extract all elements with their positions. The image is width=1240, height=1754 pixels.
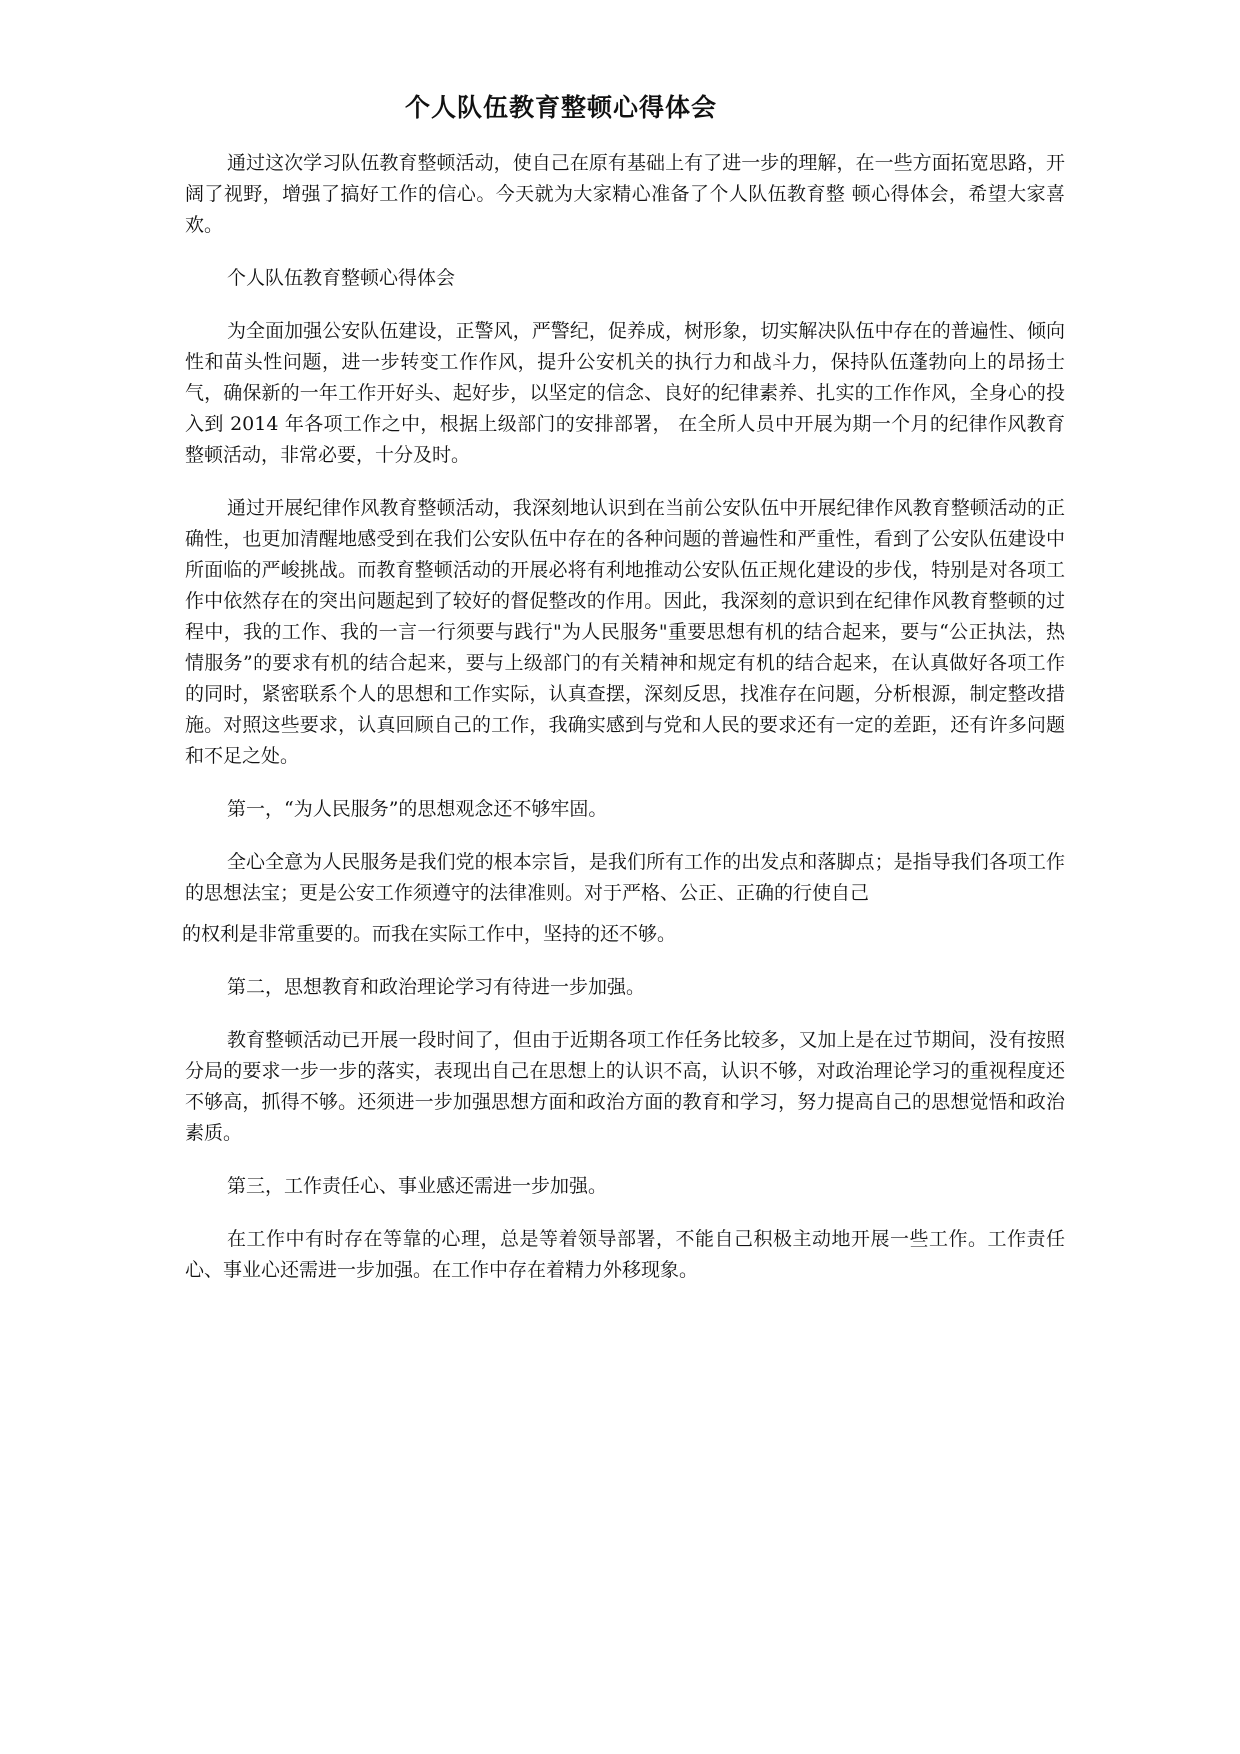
body-paragraph-4: 教育整顿活动已开展一段时间了，但由于近期各项工作任务比较多，又加上是在过节期间，没有按照分局的要求一步一步的落实，表现出自己在思想上的认识不高，认识不够，对政治理论学习的重视程度还不够高，抓得不够。还须进一步加强思想方面和政治方面的教育和学习，努力提高自己的思想觉悟和政治素质。: [185, 1029, 1065, 1144]
body-paragraph-3: 全心全意为人民服务是我们党的根本宗旨，是我们所有工作的出发点和落脚点；是指导我们各项工作的思想法宝；更是公安工作须遵守的法律准则。对于严格、公正、正确的行使自己: [185, 851, 1065, 904]
document-title: 个人队伍教育整顿心得体会: [405, 93, 718, 122]
section-heading-1: 第一，“为人民服务”的思想观念还不够牢固。: [227, 798, 608, 820]
body-paragraph-5: 在工作中有时存在等靠的心理，总是等着领导部署，不能自己积极主动地开展一些工作。工作责任心、事业心还需进一步加强。在工作中存在着精力外移现象。: [185, 1228, 1065, 1281]
intro-paragraph: 通过这次学习队伍教育整顿活动，使自己在原有基础上有了进一步的理解，在一些方面拓宽思路，开阔了视野，增强了搞好工作的信心。今天就为大家精心准备了个人队伍教育整 顿心得体会，希望大家喜欢。: [185, 152, 1065, 236]
body-paragraph-3-continued: 的权利是非常重要的。而我在实际工作中，坚持的还不够。: [182, 923, 677, 945]
section-heading-2: 第二，思想教育和政治理论学习有待进一步加强。: [227, 976, 646, 998]
section-heading-3: 第三，工作责任心、事业感还需进一步加强。: [227, 1175, 608, 1197]
document-page: [182, 92, 1065, 1308]
body-paragraph-1: 为全面加强公安队伍建设，正警风，严警纪，促养成，树形象，切实解决队伍中存在的普遍性、倾向性和苗头性问题，进一步转变工作作风，提升公安机关的执行力和战斗力，保持队伍蓬勃向上的昂扬士气，确保新的一年工作开好头、起好步，以坚定的信念、良好的纪律素养、扎实的工作作风，全身心的投入到 2014 年各项工作之中，根据上级部门的安排部署， 在全所人员中开展为期一个月的纪律作风教育整顿活动，非常必要，十分及时。: [185, 320, 1065, 466]
body-paragraph-2: 通过开展纪律作风教育整顿活动，我深刻地认识到在当前公安队伍中开展纪律作风教育整顿活动的正确性，也更加清醒地感受到在我们公安队伍中存在的各种问题的普遍性和严重性，看到了公安队伍建设中所面临的严峻挑战。而教育整顿活动的开展必将有利地推动公安队伍正规化建设的步伐，特别是对各项工作中依然存在的突出问题起到了较好的督促整改的作用。因此，我深刻的意识到在纪律作风教育整顿的过程中，我的工作、我的一言一行须要与践行"为人民服务"重要思想有机的结合起来，要与“公正执法，热情服务”的要求有机的结合起来，要与上级部门的有关精神和规定有机的结合起来，在认真做好各项工作的同时，紧密联系个人的思想和工作实际，认真查摆，深刻反思，找准存在问题，分析根源，制定整改措施。对照这些要求，认真回顾自己的工作，我确实感到与党和人民的要求还有一定的差距，还有许多问题和不足之处。: [185, 497, 1065, 767]
subtitle-paragraph: 个人队伍教育整顿心得体会: [227, 267, 456, 289]
